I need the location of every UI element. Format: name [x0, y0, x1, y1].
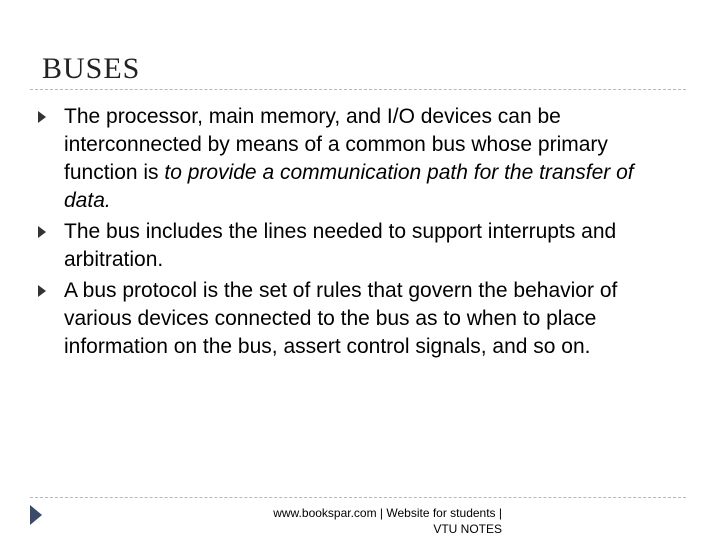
footer-divider [30, 497, 686, 498]
bullet-text: The processor, main memory, and I/O devices can be interconnected by means of a common bus whose primary function is [64, 105, 608, 184]
title-divider [30, 89, 686, 90]
bullet-item [38, 218, 678, 274]
bullet-item [38, 277, 678, 361]
triangle-bullet-icon [38, 285, 46, 297]
footer-line: VTU NOTES [433, 522, 502, 536]
footer-line: www.bookspar.com | Website for students | [273, 506, 502, 520]
slide-title: BUSES [42, 52, 141, 85]
bullet-text: The bus includes the lines needed to support interrupts and arbitration. [64, 220, 617, 271]
bullet-text-italic: to provide a communication path for the transfer of data. [64, 161, 634, 212]
bullet-text: A bus protocol is the set of rules that govern the behavior of various devices connected to the bus as to when to place information on the bus, assert control signals, and so on. [64, 279, 618, 358]
corner-arrow-icon [30, 505, 42, 525]
triangle-bullet-icon [38, 226, 46, 238]
bullet-list [38, 103, 678, 364]
footer-text [240, 505, 502, 537]
bullet-item [38, 103, 678, 215]
triangle-bullet-icon [38, 111, 46, 123]
